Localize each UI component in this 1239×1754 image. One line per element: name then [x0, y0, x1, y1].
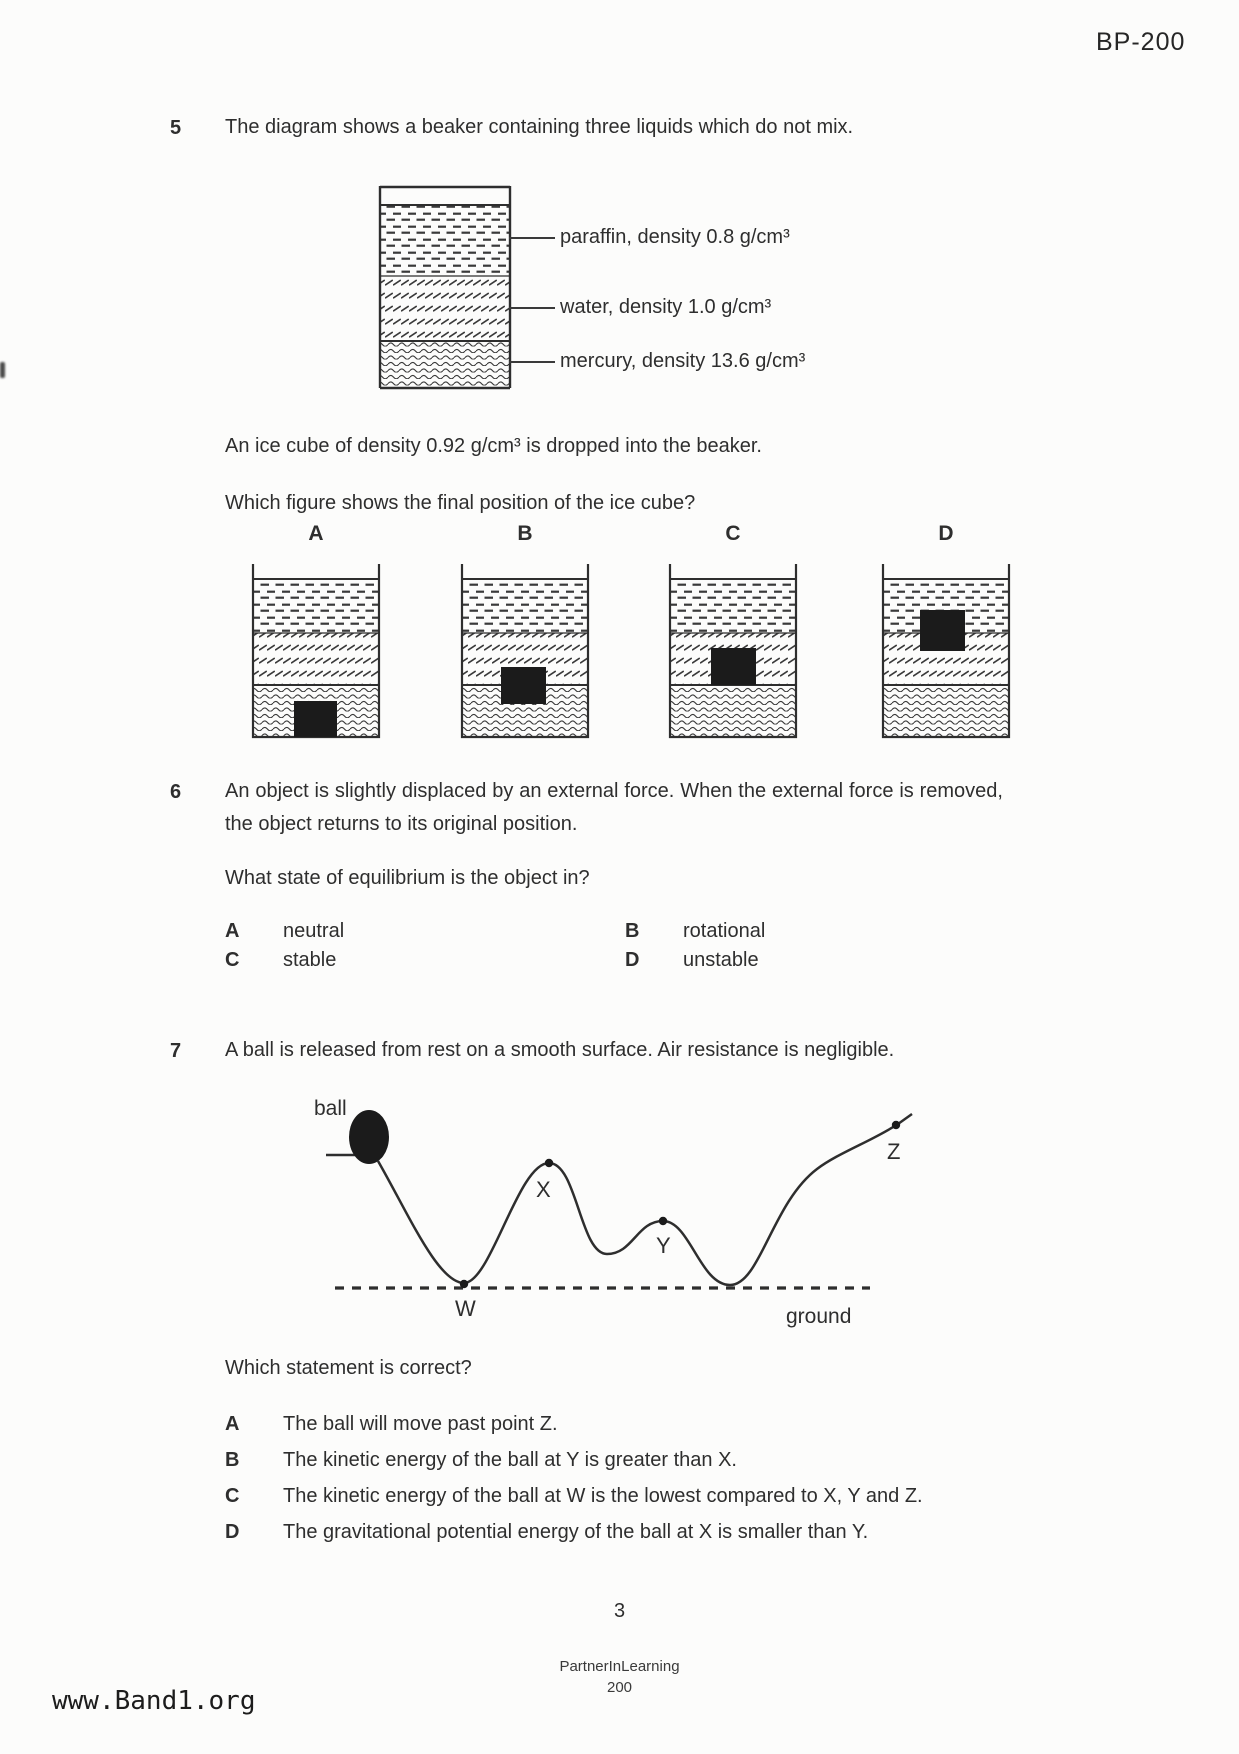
- footer-org: PartnerInLearning: [559, 1658, 680, 1675]
- figure-b: [460, 522, 590, 742]
- paraffin-label: paraffin, density 0.8 g/cm³: [560, 226, 790, 248]
- q7-option-d-letter: D: [225, 1521, 240, 1543]
- q7-option-b-text: The kinetic energy of the ball at Y is greater than X.: [283, 1449, 737, 1471]
- paraffin-leader-line: [509, 237, 555, 239]
- page-number: 3: [613, 1600, 626, 1622]
- q7-number: 7: [170, 1040, 182, 1062]
- beaker-diagram: [377, 184, 513, 394]
- q7-option-b: [225, 1449, 923, 1472]
- footer-code: 200: [606, 1679, 633, 1696]
- ice-cube-a: [294, 701, 337, 737]
- q6-option-c-text: stable: [283, 949, 337, 971]
- q7-option-d: [225, 1521, 923, 1544]
- ice-cube-b: [501, 667, 546, 704]
- mercury-label: mercury, density 13.6 g/cm³: [560, 350, 806, 372]
- q7-option-c: [225, 1485, 923, 1508]
- figure-d-beaker: [881, 562, 1011, 742]
- ice-cube-c: [711, 648, 756, 685]
- mercury-layer: [381, 341, 509, 388]
- q5-number: 5: [170, 117, 182, 139]
- q7-option-a-letter: A: [225, 1413, 240, 1435]
- point-w-dot: [460, 1280, 468, 1288]
- figure-b-beaker: [460, 562, 590, 742]
- ice-cube-d: [920, 610, 965, 651]
- q6-option-a-text: neutral: [283, 920, 345, 942]
- point-z-dot: [892, 1121, 900, 1129]
- ball-icon: [349, 1110, 389, 1164]
- q6-option-d-letter: D: [625, 949, 640, 971]
- ball-label: ball: [314, 1097, 347, 1120]
- q6-option-a-letter: A: [225, 920, 240, 942]
- q5-prompt: The diagram shows a beaker containing three liquids which do not mix.: [225, 116, 854, 138]
- mercury-leader-line: [509, 361, 555, 363]
- water-leader-line: [509, 307, 555, 309]
- point-y-label: Y: [656, 1233, 671, 1258]
- q7-option-a-text: The ball will move past point Z.: [283, 1413, 558, 1435]
- q7-option-c-text: The kinetic energy of the ball at W is the lowest compared to X, Y and Z.: [283, 1485, 923, 1507]
- q7-question: Which statement is correct?: [225, 1357, 472, 1379]
- q6-prompt: An object is slightly displaced by an external force. When the external force is removed, the object returns to its original position.: [225, 780, 1003, 835]
- paper-code: BP-200: [1096, 28, 1186, 56]
- figure-d-label: D: [938, 522, 954, 545]
- q6-option-c-letter: C: [225, 949, 240, 971]
- q6-option-b-letter: B: [625, 920, 640, 942]
- point-x-label: X: [536, 1177, 551, 1202]
- ball-surface-diagram: [280, 1085, 940, 1335]
- q6-question: What state of equilibrium is the object in?: [225, 867, 590, 889]
- q7-option-d-text: The gravitational potential energy of the ball at X is smaller than Y.: [283, 1521, 869, 1543]
- figure-a-beaker: [251, 562, 381, 742]
- q7-option-b-letter: B: [225, 1449, 240, 1471]
- ground-label: ground: [786, 1305, 852, 1328]
- figure-b-label: B: [517, 522, 533, 545]
- water-label: water, density 1.0 g/cm³: [560, 296, 772, 318]
- q7-prompt: A ball is released from rest on a smooth surface. Air resistance is negligible.: [225, 1039, 895, 1061]
- figure-c-beaker: [668, 562, 798, 742]
- q5-question: Which figure shows the final position of the ice cube?: [225, 492, 696, 514]
- q6-options: [225, 920, 765, 972]
- figure-d: [881, 522, 1011, 742]
- q6-option-b-text: rotational: [683, 920, 766, 942]
- q6-number: 6: [170, 781, 182, 803]
- q7-options: [225, 1413, 923, 1544]
- point-y-dot: [659, 1217, 667, 1225]
- point-z-label: Z: [887, 1139, 901, 1164]
- figure-a-label: A: [308, 522, 324, 545]
- q7-option-a: [225, 1413, 923, 1436]
- q7-option-c-letter: C: [225, 1485, 240, 1507]
- water-layer: [381, 276, 509, 341]
- scan-smudge: [0, 362, 5, 378]
- surface-curve: [378, 1114, 912, 1285]
- figure-c: [668, 522, 798, 742]
- paraffin-layer: [381, 205, 509, 276]
- point-w-label: W: [455, 1296, 476, 1321]
- point-x-dot: [545, 1159, 553, 1167]
- q5-ice-text: An ice cube of density 0.92 g/cm³ is dropped into the beaker.: [225, 435, 762, 457]
- q6-option-d-text: unstable: [683, 949, 759, 971]
- figure-a: [251, 522, 381, 742]
- watermark-url: www.Band1.org: [52, 1686, 256, 1716]
- figure-c-label: C: [725, 522, 741, 545]
